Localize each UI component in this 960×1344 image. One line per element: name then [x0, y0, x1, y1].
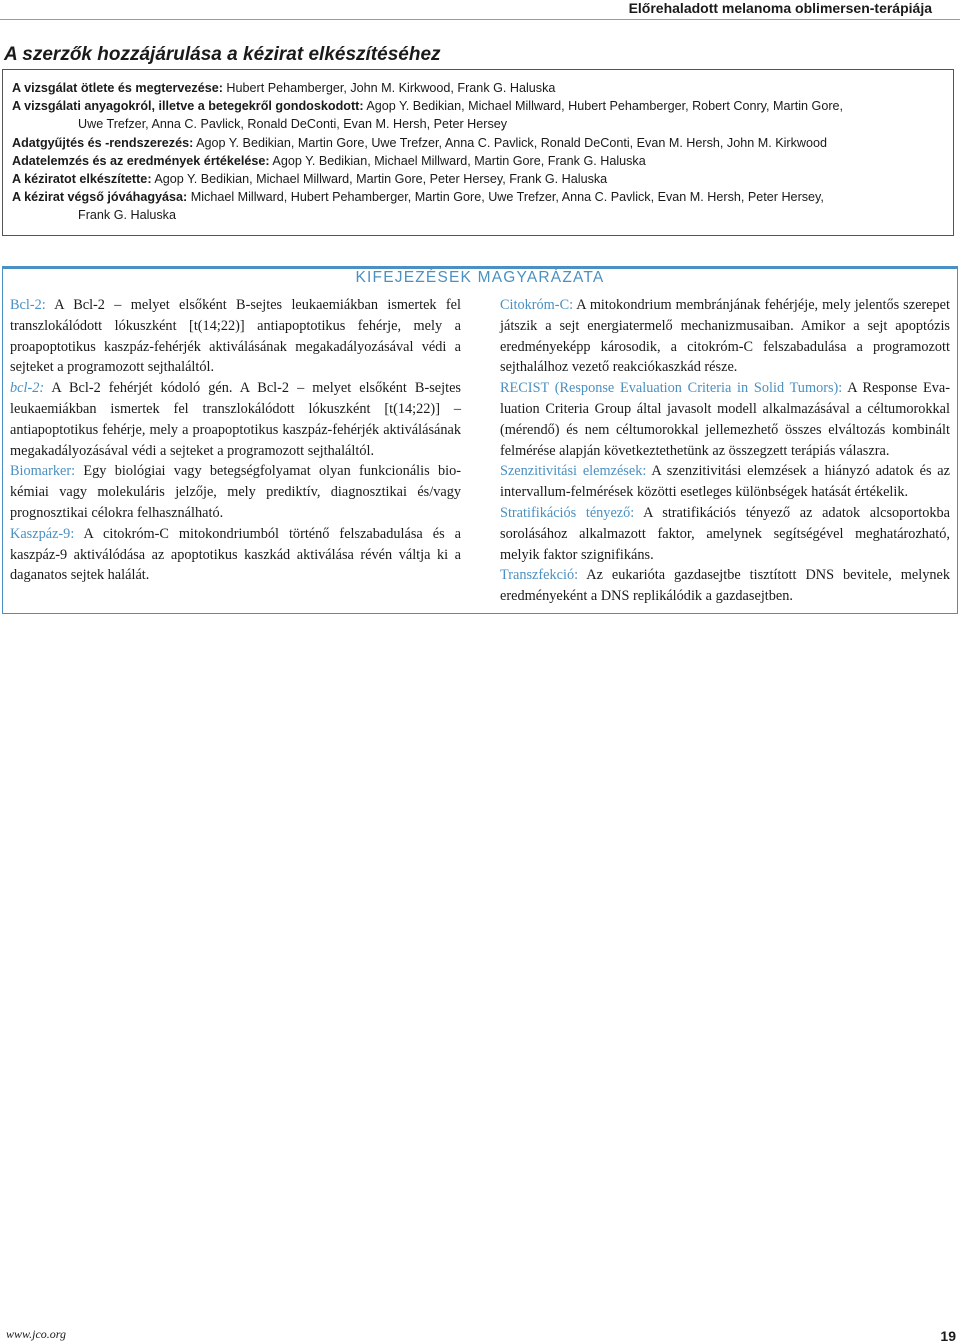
page-number: 19: [940, 1328, 956, 1344]
contribution-names: Hubert Pehamberger, John M. Kirkwood, Frank G. Haluska: [222, 81, 556, 95]
contribution-label: A vizsgálati anyagokról, illetve a betegekről gondoskodott:: [12, 99, 364, 114]
contribution-item: [12, 188, 945, 206]
contribution-item: [12, 170, 945, 188]
glossary-column-left: [10, 295, 461, 586]
glossary-title: KIFEJEZÉSEK MAGYARÁZATA: [355, 269, 605, 286]
contribution-names: Agop Y. Bedikian, Michael Millward, Martin Gore, Frank G. Haluska: [269, 153, 646, 168]
glossary-term: Stratifikációs tényező:: [500, 504, 635, 521]
contribution-label: A vizsgálat ötlete és megtervezése:: [12, 81, 223, 95]
glossary-definition: Egy biológiai vagy betegségfolyamat olyan funkcionális biokémiai vagy molekuláris jelzője, mely prediktív, diagnosztikai és/vagy prognosztikai célokra felhasználható.: [10, 463, 461, 521]
header-rule: [0, 19, 960, 20]
glossary-definition: A szenzitivitási elemzések a hiányzó adatok és az intervallum-felmérések közötti esetleges különbségek hatását értékelik.: [500, 463, 951, 501]
contribution-item: [12, 134, 945, 152]
glossary-definition: A mitokondrium membránjának fehérjéje, mely jelentős szerepet játszik a sejt energiatermelő mechanizmusaiban. Amikor a sejt apoptózis eredményeképp károsodik, a citokróm-C felszabadulása a programozott sejthalálhoz vezető reakciókaszkád része.: [500, 297, 950, 376]
contribution-names: Agop Y. Bedikian, Michael Millward, Hubert Pehamberger, Robert Conry, Martin Gore,: [363, 99, 844, 114]
glossary-definition: A Bcl-2 fehérjét kódoló gén. A Bcl-2 – melyet elsőként B-sejtes leukaemiákban ismertek fel transzlokálódott lókuszként [t(14;22)] – antiapoptotikus fehérje, mely a proapoptotikus kaszpáz-fehérjék aktiválásának megakadályozásával védi a sejteket a programozott sejthaláltól.: [10, 380, 461, 459]
glossary-entry: [500, 503, 950, 565]
glossary-term: Citokróm-C:: [500, 297, 574, 313]
contribution-label: A kéziratot elkészítette:: [12, 172, 152, 187]
glossary-entry: [500, 295, 950, 378]
contribution-names: Agop Y. Bedikian, Martin Gore, Uwe Trefzer, Anna C. Pavlick, Ronald DeConti, Evan M. Hersh, John M. Kirkwood: [193, 135, 827, 150]
glossary-definition: A Response Evaluation Criteria Group által javasolt modell alkalmazásával a céltumorokkal (mérendő) és nem céltumorokkal jellemezhető összes elváltozás kombinált felmérése alapján következtethetünk az összegzett terápiás válaszra.: [500, 380, 951, 459]
contribution-names-continued: Frank G. Haluska: [78, 208, 176, 223]
glossary-term: Kaszpáz-9:: [10, 525, 75, 542]
contribution-names-continued: Uwe Trefzer, Anna C. Pavlick, Ronald DeConti, Evan M. Hersh, Peter Hersey: [78, 117, 508, 132]
glossary-term: bcl-2:: [10, 380, 45, 397]
contribution-item: [12, 97, 945, 115]
glossary-term: Szenzitivitási elemzések:: [500, 463, 647, 480]
glossary-definition: A Bcl-2 – melyet elsőként B-sejtes leukaemiákban ismertek fel transzlokálódott lókuszként [t(14;22)] antiapoptotikus fehérje, mely a proapoptotikus kaszpáz-fehérjék aktiválásának megakadályozásával védi a sejteket a programozott sejthaláltól.: [10, 297, 461, 376]
glossary-entry: [500, 378, 950, 461]
glossary-entry: [10, 378, 461, 461]
glossary-box: [2, 266, 958, 614]
glossary-definition: A stratifikációs tényező az adatok alcsoportokba sorolásához alkalmazott faktor, amelynek segítségével meghatározható, melyik faktor szignifikáns.: [500, 504, 950, 563]
glossary-entry: [10, 461, 461, 523]
glossary-column-right: [500, 295, 950, 607]
contribution-label: A kézirat végső jóváhagyása:: [12, 190, 188, 205]
running-head: Előrehaladott melanoma oblimersen-terápiája: [628, 0, 932, 16]
contribution-names: Agop Y. Bedikian, Michael Millward, Martin Gore, Peter Hersey, Frank G. Haluska: [151, 172, 608, 187]
contribution-label: Adatgyűjtés és -rendszerezés:: [12, 135, 194, 150]
contributions-title: A szerzők hozzájárulása a kézirat elkészítéséhez: [4, 44, 441, 65]
glossary-entry: [500, 461, 950, 503]
glossary-entry: [10, 524, 461, 586]
glossary-entry: [10, 295, 461, 378]
contribution-item: [12, 79, 945, 97]
journal-url: www.jco.org: [6, 1327, 67, 1341]
contributions-box: [2, 69, 954, 236]
glossary-term: Biomarker:: [10, 463, 76, 480]
glossary-entry: [500, 565, 950, 607]
glossary-definition: Az eukarióta gazdasejtbe tisztított DNS bevitele, melynek eredményeként a DNS replikálódik a gazdasejtben.: [500, 567, 950, 605]
glossary-definition: A citokróm-C mitokondriumból történő felszabadulása és a kaszpáz-9 aktiválódása az apoptotikus kaszkád aktiválása révén váltja ki a daganatos sejtek halálát.: [10, 525, 461, 584]
glossary-term: Transzfekció:: [500, 567, 579, 584]
contribution-names: Michael Millward, Hubert Pehamberger, Martin Gore, Uwe Trefzer, Anna C. Pavlick, Evan M. Hersh, Peter Hersey,: [187, 190, 824, 205]
glossary-term: RECIST (Response Evaluation Criteria in Solid Tumors):: [500, 380, 843, 397]
glossary-term: Bcl-2:: [10, 297, 46, 313]
contribution-label: Adatelemzés és az eredmények értékelése:: [12, 153, 270, 168]
contribution-item: [12, 152, 945, 170]
